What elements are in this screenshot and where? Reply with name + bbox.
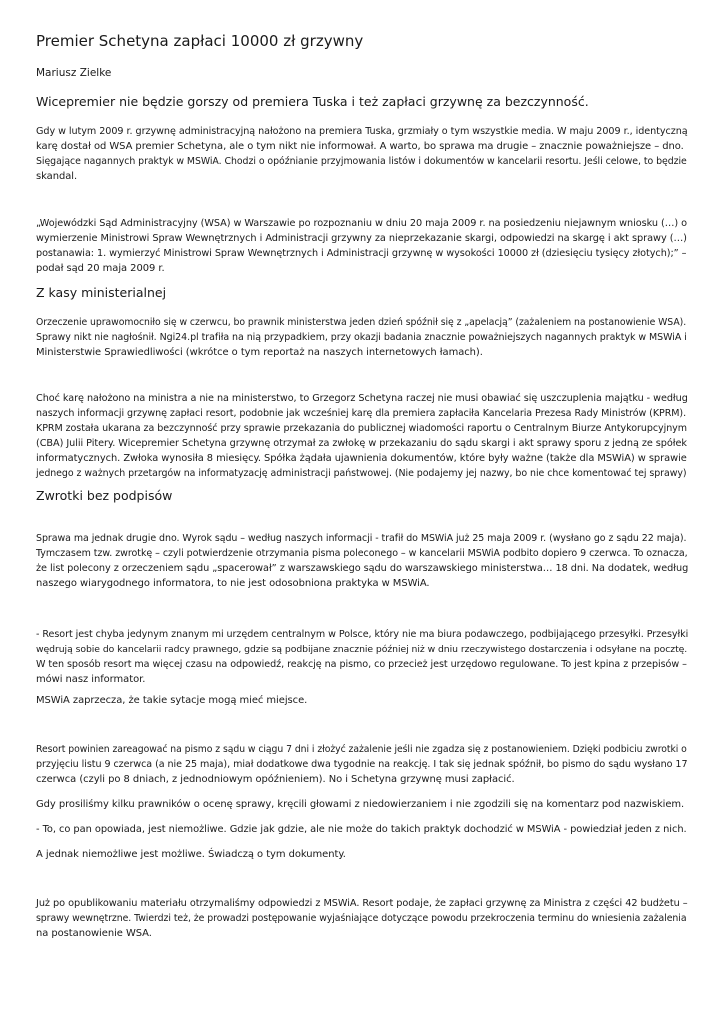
text-line: Już po opublikowaniu materiału otrzymaliśmy odpowiedzi z MSWiA. Resort podaje, że zapłaci grzywnę za Ministra z części 42 budżetu – [36, 898, 688, 909]
text-line: Ministerstwie Sprawiedliwości (wkrótce o tym reportaż na naszych internetowych łamach). [36, 347, 483, 358]
article-author: Mariusz Zielke [36, 67, 112, 79]
article-title: Premier Schetyna zapłaci 10000 zł grzywny [36, 32, 364, 50]
quote-paragraph [36, 216, 691, 276]
text-line: A jednak niemożliwe jest możliwe. Świadczą o tym dokumenty. [36, 849, 346, 860]
paragraph [36, 797, 691, 812]
text-line: Sprawa ma jednak drugie dno. Wyrok sądu – według naszych informacji - trafił do MSWiA już 25 maja 2009 r. (wysłano go z sądu 22 maja). [36, 533, 687, 544]
text-line: przyjęciu listu 9 czerwca (a nie 25 maja), miał dodatkowe dwa tygodnie na reakcję. I tak się jednak spóźnił, bo pismo do sądu wysłano 17 [36, 759, 688, 770]
text-line: naszego wiarygodnego informatora, to nie jest odosobniona praktyka w MSWiA. [36, 578, 430, 589]
text-line: Gdy prosiliśmy kilku prawników o ocenę sprawy, kręcili głowami z niedowierzaniem i nie zgodzili się na komentarz pod nazwiskiem. [36, 799, 685, 810]
text-line: karę dostał od WSA premier Schetyna, ale o tym nikt nie informował. A warto, bo sprawa ma drugie – znacznie poważniejsze – dno. [36, 141, 684, 152]
text-line: - To, co pan opowiada, jest niemożliwe. Gdzie jak gdzie, ale nie może do takich praktyk dochodzić w MSWiA - powiedział jeden z nich. [36, 824, 687, 835]
paragraph [36, 896, 691, 941]
text-line: (CBA) Julii Pitery. Wicepremier Schetyna grzywnę otrzymał za zwłokę w przekazaniu do sądu skargi i akt sprawy sporu z jedną ze spółek [36, 438, 687, 449]
text-line: postanawia: 1. wymierzyć Ministrowi Spraw Wewnętrznych i Administracji grzywnę w wysokości 10000 zł (dziesięciu tysięcy złotych);” – [36, 248, 687, 259]
text-line: Orzeczenie uprawomocniło się w czerwcu, bo prawnik ministerstwa jeden dzień spóźnił się z „apelacją” (zażaleniem na postanowienie WSA). [36, 317, 687, 328]
text-line: skandal. [36, 171, 78, 182]
text-line: sprawy wewnętrzne. Twierdzi też, że prowadzi postępowanie wyjaśniające dotyczące powodu przekroczenia terminu do wniesienia zażalenia [36, 913, 687, 924]
text-line: - Resort jest chyba jedynym znanym mi urzędem centralnym w Polsce, który nie ma biura podawczego, podbijającego przesyłki. Przesyłki [36, 629, 689, 640]
text-line: wymierzenie Ministrowi Spraw Wewnętrznych i Administracji grzywny za nieprzekazanie skargi, odpowiedzi na skargę i akt sprawy (…) [36, 233, 687, 244]
text-line: „Wojewódzki Sąd Administracyjny (WSA) w Warszawie po rozpoznaniu w dniu 20 maja 2009 r. na posiedzeniu niejawnym wniosku (…) o [36, 218, 688, 229]
text-line: Choć karę nałożono na ministra a nie na ministerstwo, to Grzegorz Schetyna raczej nie musi obawiać się uszczuplenia majątku - według [36, 393, 688, 404]
text-line: Gdy w lutym 2009 r. grzywnę administracyjną nałożono na premiera Tuska, grzmiały o tym wszystkie media. W maju 2009 r., identyczną [36, 126, 688, 137]
text-line: jednego z ważnych przetargów na informatyzację administracji państwowej. (Nie podajemy jej nazwy, bo nie chce komentować tej sprawy) [36, 468, 687, 479]
paragraph [36, 391, 691, 481]
text-line: wędrują sobie do kancelarii radcy prawnego, gdzie są podbijane znacznie później niż w dniu rzeczywistego dostarczenia i odsyłane na pocztę. [36, 644, 688, 655]
text-line: KPRM została ukarana za bezczynność przy sprawie przekazania do publicznej wiadomości raportu o Centralnym Biurze Antykorupcyjnym [36, 423, 687, 434]
section-heading: Z kasy ministerialnej [36, 285, 167, 300]
text-line: na postanowienie WSA. [36, 928, 152, 939]
paragraph [36, 315, 691, 360]
quote-paragraph [36, 822, 691, 837]
text-line: naszych informacji grzywnę zapłaci resort, podobnie jak wcześniej karę dla premiera zapłaciła Kancelaria Prezesa Rady Ministrów (KPRM). [36, 408, 687, 419]
text-line: W ten sposób resort ma więcej czasu na odpowiedź, reakcję na pismo, co przecież jest urzędowo regulowane. To jest kpina z przepisów – [36, 659, 687, 670]
paragraph [36, 124, 691, 184]
text-line: Tymczasem tzw. zwrotkę – czyli potwierdzenie otrzymania pisma poleconego – w kancelarii MSWiA podbito dopiero 9 czerwca. To oznacza, [36, 548, 688, 559]
paragraph [36, 742, 691, 787]
text-line: MSWiA zaprzecza, że takie sytacje mogą mieć miejsce. [36, 695, 308, 706]
text-line: informatycznych. Zwłoka wynosiła 8 miesięcy. Spółka żądała ujawnienia dokumentów, które były ważne (także dla MSWiA) w sprawie [36, 453, 687, 464]
text-line: czerwca (czyli po 8 dniach, z jednodniowym opóźnieniem). No i Schetyna grzywnę musi zapłacić. [36, 774, 515, 785]
paragraph [36, 627, 691, 687]
article-lead: Wicepremier nie będzie gorszy od premiera Tuska i też zapłaci grzywnę za bezczynność. [36, 94, 589, 109]
text-line: podał sąd 20 maja 2009 r. [36, 263, 165, 274]
section-heading: Zwrotki bez podpisów [36, 488, 173, 503]
text-line: Resort powinien zareagować na pismo z sądu w ciągu 7 dni i złożyć zażalenie jeśli nie zgadza się z postanowieniem. Dzięki podbiciu zwrotki o [36, 744, 687, 755]
paragraph [36, 847, 691, 862]
text-line: mówi nasz informator. [36, 674, 146, 685]
paragraph [36, 693, 691, 708]
text-line: że list polecony z orzeczeniem sądu „spacerował” z warszawskiego sądu do warszawskiego ministerstwa… 18 dni. Na dodatek, według [36, 563, 689, 574]
text-line: Sięgające nagannych praktyk w MSWiA. Chodzi o opóźnianie przyjmowania listów i dokumentów w kancelarii resortu. Jeśli celowe, to będzie [36, 156, 687, 167]
paragraph [36, 531, 691, 591]
text-line: Sprawy nikt nie nagłośnił. Ngi24.pl trafiła na nią przypadkiem, przy okazji badania znacznie poważniejszych nagannych praktyk w MSWiA i [36, 332, 687, 343]
